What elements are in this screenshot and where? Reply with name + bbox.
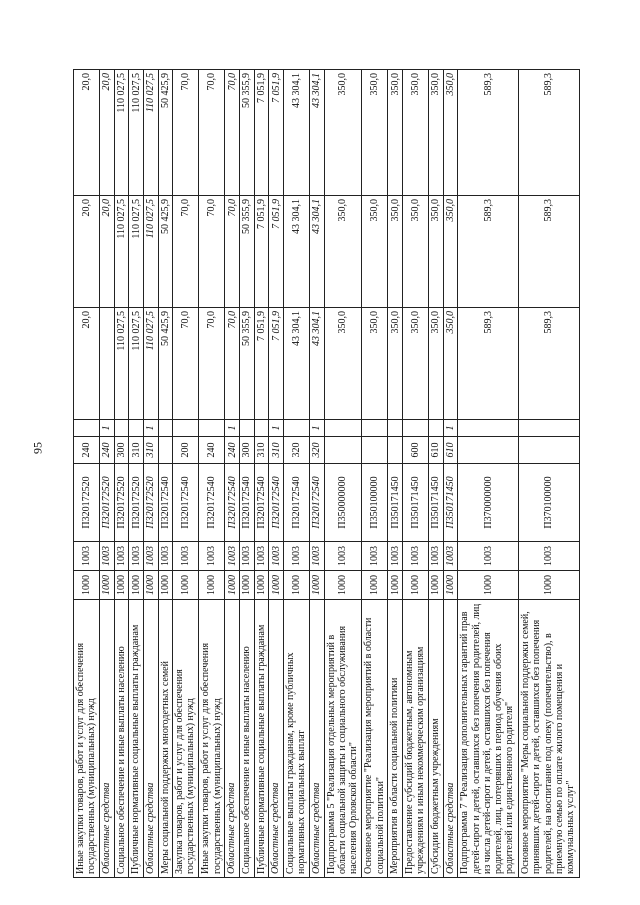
table-row (283, 70, 309, 878)
cell-value-3: 589,3 (458, 70, 519, 196)
cell-mark: 1 (143, 420, 158, 437)
cell-target-code: П320172520 (74, 464, 100, 542)
cell-mark (254, 420, 269, 437)
cell-value-1 (100, 308, 115, 420)
table-row (225, 70, 240, 878)
cell-value-2: 50 425,9 (158, 196, 173, 308)
cell-mark: 1 (310, 420, 325, 437)
cell-subsection: 1003 (458, 542, 519, 571)
cell-section: 1000 (324, 571, 362, 600)
cell-value-2: 20,0 (100, 196, 115, 308)
cell-section: 1000 (254, 571, 269, 600)
cell-value-2: 70,0 (173, 196, 199, 308)
cell-name: Областные средства (225, 600, 240, 878)
cell-section: 1000 (443, 571, 458, 600)
cell-value-1: 350,0 (388, 308, 403, 420)
table-row (310, 70, 325, 878)
cell-value-2: 110 027,5 (114, 196, 129, 308)
cell-target-code: П350100000 (362, 464, 388, 542)
cell-subsection: 1003 (143, 542, 158, 571)
cell-value-1: 110 027,5 (114, 308, 129, 420)
cell-subsection: 1003 (310, 542, 325, 571)
cell-subsection: 1003 (114, 542, 129, 571)
cell-name: Подпрограмма 5 "Реализация отдельных мероприятий в области социальной защиты и социального обслуживания населения Орловской области" (324, 600, 362, 878)
table-row (158, 70, 173, 878)
cell-subsection: 1003 (129, 542, 144, 571)
cell-value-3: 350,0 (403, 70, 429, 196)
cell-subsection: 1003 (324, 542, 362, 571)
cell-value-2: 350,0 (324, 196, 362, 308)
cell-expense-type: 310 (269, 437, 284, 464)
table-row (362, 70, 388, 878)
cell-expense-type: 610 (443, 437, 458, 464)
cell-value-3: 350,0 (324, 70, 362, 196)
cell-expense-type: 300 (240, 437, 255, 464)
cell-value-1: 589,3 (519, 308, 580, 420)
cell-value-2: 589,3 (458, 196, 519, 308)
cell-value-2: 20,0 (74, 196, 100, 308)
cell-name: Публичные нормативные социальные выплаты гражданам (254, 600, 269, 878)
cell-name: Областные средства (100, 600, 115, 878)
budget-table (73, 69, 580, 878)
cell-value-1: 20,0 (74, 308, 100, 420)
cell-target-code: П320172520 (129, 464, 144, 542)
cell-subsection: 1003 (158, 542, 173, 571)
cell-subsection: 1003 (519, 542, 580, 571)
cell-subsection: 1003 (269, 542, 284, 571)
cell-section: 1000 (199, 571, 225, 600)
cell-target-code: П320172540 (269, 464, 284, 542)
cell-name: Социальные выплаты гражданам, кроме публичных нормативных социальных выплат (283, 600, 309, 878)
cell-value-3: 20,0 (100, 70, 115, 196)
cell-name: Областные средства (310, 600, 325, 878)
cell-mark (129, 420, 144, 437)
cell-value-3: 50 425,9 (158, 70, 173, 196)
table-row (254, 70, 269, 878)
cell-mark (362, 420, 388, 437)
cell-expense-type: 320 (310, 437, 325, 464)
cell-value-1: 350,0 (443, 308, 458, 420)
cell-value-2: 589,3 (519, 196, 580, 308)
cell-target-code: П320172540 (225, 464, 240, 542)
cell-target-code: П320172540 (158, 464, 173, 542)
cell-value-3: 110 027,5 (114, 70, 129, 196)
cell-value-1: 350,0 (362, 308, 388, 420)
cell-subsection: 1003 (443, 542, 458, 571)
cell-mark (158, 420, 173, 437)
table-row (114, 70, 129, 878)
cell-value-3: 43 304,1 (310, 70, 325, 196)
cell-value-3: 7 051,9 (254, 70, 269, 196)
cell-target-code: П350171450 (429, 464, 444, 542)
cell-mark (114, 420, 129, 437)
cell-expense-type (458, 437, 519, 464)
cell-value-1: 350,0 (429, 308, 444, 420)
cell-mark (403, 420, 429, 437)
cell-expense-type (158, 437, 173, 464)
cell-value-3: 589,3 (519, 70, 580, 196)
cell-mark (429, 420, 444, 437)
cell-value-1: 110 027,5 (143, 308, 158, 420)
cell-subsection: 1003 (403, 542, 429, 571)
cell-value-2: 43 304,1 (310, 196, 325, 308)
cell-expense-type: 240 (199, 437, 225, 464)
cell-expense-type: 300 (114, 437, 129, 464)
cell-value-3: 70,0 (173, 70, 199, 196)
cell-name: Предоставление субсидий бюджетным, автономным учреждениям и иным некоммерческим организациям (403, 600, 429, 878)
cell-subsection: 1003 (388, 542, 403, 571)
cell-name: Областные средства (143, 600, 158, 878)
table-row (129, 70, 144, 878)
cell-value-1: 589,3 (458, 308, 519, 420)
cell-value-3: 350,0 (443, 70, 458, 196)
cell-value-2: 350,0 (362, 196, 388, 308)
cell-section: 1000 (310, 571, 325, 600)
cell-mark: 1 (225, 420, 240, 437)
cell-name: Мероприятия в области социальной политики (388, 600, 403, 878)
cell-section: 1000 (429, 571, 444, 600)
cell-value-2: 50 355,9 (240, 196, 255, 308)
cell-mark: 1 (100, 420, 115, 437)
cell-value-3: 350,0 (362, 70, 388, 196)
cell-mark: 1 (269, 420, 284, 437)
cell-mark (173, 420, 199, 437)
table-row (173, 70, 199, 878)
cell-section: 1000 (173, 571, 199, 600)
cell-section: 1000 (388, 571, 403, 600)
cell-target-code: П350171450 (443, 464, 458, 542)
cell-value-3: 110 027,5 (143, 70, 158, 196)
cell-target-code: П320172540 (199, 464, 225, 542)
cell-mark: 1 (443, 420, 458, 437)
cell-name: Социальное обеспечение и иные выплаты населению (240, 600, 255, 878)
cell-mark (283, 420, 309, 437)
cell-mark (199, 420, 225, 437)
cell-subsection: 1003 (254, 542, 269, 571)
cell-mark (240, 420, 255, 437)
cell-value-3: 20,0 (74, 70, 100, 196)
table-row (458, 70, 519, 878)
cell-value-1: 7 051,9 (269, 308, 284, 420)
cell-value-1: 350,0 (403, 308, 429, 420)
cell-name: Иные закупки товаров, работ и услуг для обеспечения государственных (муниципальных) нужд (199, 600, 225, 878)
cell-value-3: 43 304,1 (283, 70, 309, 196)
cell-subsection: 1003 (199, 542, 225, 571)
cell-section: 1000 (519, 571, 580, 600)
cell-target-code: П320172540 (254, 464, 269, 542)
table-body (74, 70, 580, 878)
cell-value-2: 350,0 (388, 196, 403, 308)
cell-section: 1000 (269, 571, 284, 600)
cell-value-1: 70,0 (225, 308, 240, 420)
cell-name: Основное мероприятие "Реализация мероприятий в области социальной политики" (362, 600, 388, 878)
cell-target-code: П320172520 (114, 464, 129, 542)
cell-value-1: 70,0 (199, 308, 225, 420)
cell-mark (458, 420, 519, 437)
cell-value-3: 70,0 (225, 70, 240, 196)
page-number: 95 (30, 442, 45, 454)
cell-value-2: 110 027,5 (143, 196, 158, 308)
cell-target-code: П350171450 (403, 464, 429, 542)
cell-expense-type: 310 (254, 437, 269, 464)
table-row (240, 70, 255, 878)
cell-expense-type (519, 437, 580, 464)
cell-value-1: 50 355,9 (240, 308, 255, 420)
table-row (429, 70, 444, 878)
cell-value-1: 70,0 (173, 308, 199, 420)
cell-value-2: 7 051,9 (269, 196, 284, 308)
cell-value-2: 70,0 (225, 196, 240, 308)
table-row (519, 70, 580, 878)
cell-expense-type (324, 437, 362, 464)
cell-subsection: 1003 (173, 542, 199, 571)
cell-section: 1000 (403, 571, 429, 600)
cell-value-1: 7 051,9 (254, 308, 269, 420)
cell-value-2: 350,0 (403, 196, 429, 308)
cell-section: 1000 (458, 571, 519, 600)
cell-expense-type (388, 437, 403, 464)
cell-expense-type: 200 (173, 437, 199, 464)
cell-section: 1000 (143, 571, 158, 600)
table-row (199, 70, 225, 878)
cell-value-2: 70,0 (199, 196, 225, 308)
cell-section: 1000 (225, 571, 240, 600)
cell-target-code: П370000000 (458, 464, 519, 542)
cell-name: Субсидии бюджетным учреждениям (429, 600, 444, 878)
cell-name: Закупка товаров, работ и услуг для обеспечения государственных (муниципальных) нужд (173, 600, 199, 878)
table-row (403, 70, 429, 878)
cell-mark (324, 420, 362, 437)
cell-value-2: 350,0 (429, 196, 444, 308)
cell-target-code: П370100000 (519, 464, 580, 542)
cell-value-3: 7 051,9 (269, 70, 284, 196)
cell-subsection: 1003 (362, 542, 388, 571)
cell-subsection: 1003 (100, 542, 115, 571)
cell-value-3: 110 027,5 (129, 70, 144, 196)
cell-target-code: П320172540 (173, 464, 199, 542)
cell-section: 1000 (114, 571, 129, 600)
cell-name: Областные средства (443, 600, 458, 878)
cell-subsection: 1003 (283, 542, 309, 571)
cell-expense-type (362, 437, 388, 464)
table-row (143, 70, 158, 878)
cell-value-1: 350,0 (324, 308, 362, 420)
cell-expense-type: 610 (429, 437, 444, 464)
table-row (324, 70, 362, 878)
cell-target-code: П350000000 (324, 464, 362, 542)
cell-expense-type: 240 (74, 437, 100, 464)
cell-name: Социальное обеспечение и иные выплаты населению (114, 600, 129, 878)
cell-value-3: 70,0 (199, 70, 225, 196)
cell-target-code: П320172540 (240, 464, 255, 542)
cell-subsection: 1003 (74, 542, 100, 571)
cell-section: 1000 (100, 571, 115, 600)
cell-value-3: 50 355,9 (240, 70, 255, 196)
cell-subsection: 1003 (429, 542, 444, 571)
cell-mark (74, 420, 100, 437)
table-row (100, 70, 115, 878)
cell-target-code: П320172520 (100, 464, 115, 542)
cell-section: 1000 (362, 571, 388, 600)
cell-name: Меры социальной поддержки многодетных семей (158, 600, 173, 878)
cell-name: Иные закупки товаров, работ и услуг для обеспечения государственных (муниципальных) нужд (74, 600, 100, 878)
cell-value-3: 350,0 (429, 70, 444, 196)
cell-section: 1000 (240, 571, 255, 600)
cell-value-1: 50 425,9 (158, 308, 173, 420)
cell-subsection: 1003 (240, 542, 255, 571)
cell-value-1: 43 304,1 (283, 308, 309, 420)
table-row (269, 70, 284, 878)
cell-value-3: 350,0 (388, 70, 403, 196)
rotated-table-wrapper (73, 70, 580, 878)
cell-section: 1000 (283, 571, 309, 600)
cell-name: Основное мероприятие "Меры социальной поддержки семей, принявших детей-сирот и детей, оставшихся без попечения родителей, на воспитание под опеку (попечительство), в приемную семью по оплате жилого помещения и коммунальных услуг" (519, 600, 580, 878)
cell-expense-type: 240 (225, 437, 240, 464)
cell-section: 1000 (129, 571, 144, 600)
cell-section: 1000 (158, 571, 173, 600)
table-row (443, 70, 458, 878)
cell-target-code: П320172540 (283, 464, 309, 542)
cell-subsection: 1003 (225, 542, 240, 571)
table-row (74, 70, 100, 878)
table-row (388, 70, 403, 878)
cell-expense-type: 320 (283, 437, 309, 464)
cell-expense-type: 310 (129, 437, 144, 464)
cell-target-code: П320172540 (310, 464, 325, 542)
cell-value-2: 43 304,1 (283, 196, 309, 308)
cell-expense-type: 600 (403, 437, 429, 464)
cell-mark (519, 420, 580, 437)
cell-value-1: 110 027,5 (129, 308, 144, 420)
cell-value-2: 110 027,5 (129, 196, 144, 308)
cell-expense-type: 310 (143, 437, 158, 464)
cell-target-code: П350171450 (388, 464, 403, 542)
cell-name: Областные средства (269, 600, 284, 878)
cell-name: Публичные нормативные социальные выплаты гражданам (129, 600, 144, 878)
cell-section: 1000 (74, 571, 100, 600)
cell-target-code: П320172520 (143, 464, 158, 542)
cell-value-2: 350,0 (443, 196, 458, 308)
cell-name: Подпрограмма 7 "Реализация дополнительных гарантий прав детей-сирот и детей, оставшихся без попечения родителей, лиц из числа детей-сирот и детей, оставшихся без попечения родителей, лиц, потерявших в период обучения обоих родителей или единственного родителя" (458, 600, 519, 878)
cell-value-1: 43 304,1 (310, 308, 325, 420)
cell-mark (388, 420, 403, 437)
cell-value-2: 7 051,9 (254, 196, 269, 308)
cell-expense-type: 240 (100, 437, 115, 464)
